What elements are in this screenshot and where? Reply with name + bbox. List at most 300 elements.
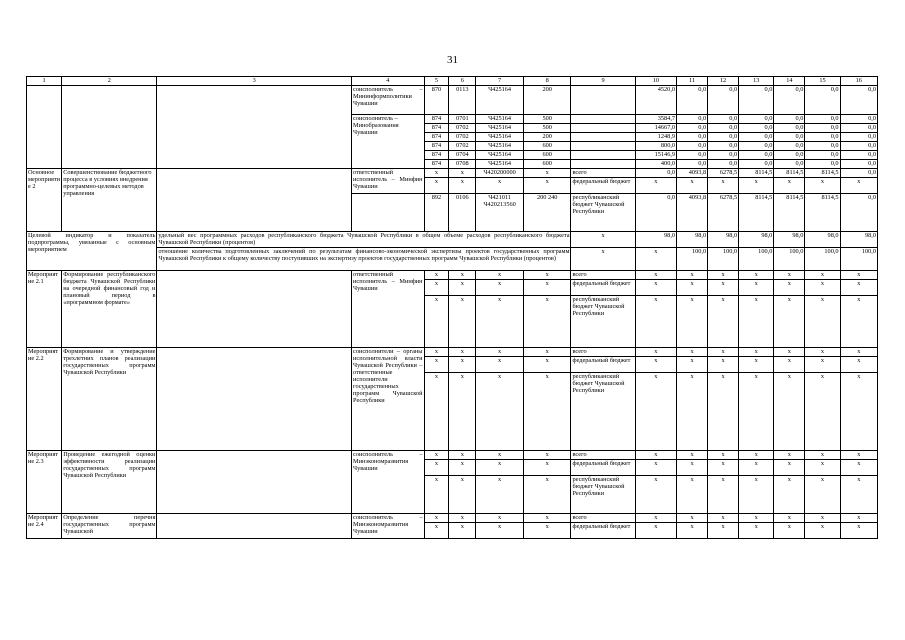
mark-cell: x — [476, 280, 524, 296]
value-cell: 0,0 — [805, 160, 840, 169]
mark-cell: x — [424, 514, 449, 523]
value-cell: 98,0 — [635, 232, 676, 248]
mark-cell: x — [476, 523, 524, 539]
value-cell: 0,0 — [708, 160, 739, 169]
value-cell: 0,0 — [677, 124, 708, 133]
rzpr-cell: 0702 — [449, 124, 476, 133]
mark-cell: x — [635, 460, 676, 476]
value-cell: 98,0 — [774, 232, 805, 248]
value-cell: 100,0 — [840, 248, 877, 271]
value-cell: x — [708, 178, 739, 194]
value-cell: 0,0 — [774, 160, 805, 169]
value-cell: 0,0 — [677, 142, 708, 151]
executor-cell: ответственный исполнитель – Минфин Чувашии — [352, 271, 424, 348]
value-cell: 0,0 — [708, 86, 739, 115]
mark-cell: x — [805, 280, 840, 296]
value-cell: 100,0 — [774, 248, 805, 271]
empty-cell — [157, 348, 352, 451]
executor-cell: ответственный исполнитель – Минфин Чувашии — [352, 169, 424, 194]
mark-cell: x — [774, 460, 805, 476]
value-cell: 8114,5 — [774, 169, 805, 178]
mark-cell: x — [677, 460, 708, 476]
csr-cell: Ч425164 — [476, 160, 524, 169]
vr-cell: 500 — [523, 115, 571, 124]
mark-cell: x — [840, 523, 877, 539]
executor-cell: соисполнитель – Минэкономразвития Чувашии — [352, 514, 424, 539]
program-table — [26, 76, 878, 539]
mark-cell: x — [449, 348, 476, 357]
mark-cell: x — [840, 296, 877, 348]
source-cell: всего — [571, 348, 635, 357]
mark-cell: x — [424, 280, 449, 296]
executor-cell: соисполнитель – Мининформполитики Чувашии — [352, 86, 424, 115]
mark-cell: x — [635, 280, 676, 296]
mark-cell: x — [774, 451, 805, 460]
mark-cell: x — [708, 357, 739, 373]
mark-cell: x — [805, 357, 840, 373]
value-cell: x — [677, 178, 708, 194]
mark-cell: x — [523, 514, 571, 523]
value-cell: x — [635, 248, 676, 271]
rzpr-cell: 0113 — [449, 86, 476, 115]
mark-cell: x — [449, 514, 476, 523]
value-cell: 0,0 — [805, 124, 840, 133]
mark-cell: x — [708, 348, 739, 357]
vr-cell: 200 240 — [523, 194, 571, 232]
mark-cell: x — [840, 373, 877, 451]
source-cell: всего — [571, 451, 635, 460]
page-number: 31 — [447, 54, 458, 66]
mark-cell: x — [708, 476, 739, 514]
header-cell: 16 — [840, 77, 877, 86]
indicator-text: отношение количества подготовленных заключений по результатам финансово-экономической экспертизы проектов государственных программ Чувашской Республики к общему количеству поступивших на экспертизу проектов государственных программ Чувашской Республики (процентов) — [157, 248, 571, 271]
value-cell: 8114,5 — [739, 169, 774, 178]
vr-cell: x — [523, 169, 571, 178]
mark-cell: x — [805, 523, 840, 539]
source-cell: всего — [571, 271, 635, 280]
empty-cell — [157, 271, 352, 348]
mark-cell: x — [708, 451, 739, 460]
value-cell: 0,0 — [635, 169, 676, 178]
measure-name: Совершенствование бюджетного процесса в условиях внедрения программно-целевых методов управления — [62, 169, 157, 232]
value-cell: 3584,7 — [635, 115, 676, 124]
mark-cell: x — [840, 348, 877, 357]
value-cell: 0,0 — [739, 115, 774, 124]
grbs-cell: 874 — [424, 124, 449, 133]
value-cell: 0,0 — [708, 151, 739, 160]
empty-cell — [352, 194, 424, 232]
grbs-cell: x — [424, 178, 449, 194]
mark-cell: x — [476, 357, 524, 373]
header-cell: 10 — [635, 77, 676, 86]
header-cell: 6 — [449, 77, 476, 86]
mark-cell: x — [739, 280, 774, 296]
executor-cell: соисполнитель – Минэкономразвития Чувашии — [352, 451, 424, 514]
mark-cell: x — [805, 514, 840, 523]
header-cell: 8 — [523, 77, 571, 86]
value-cell: 0,0 — [677, 133, 708, 142]
mark-cell: x — [449, 280, 476, 296]
mark-cell: x — [840, 514, 877, 523]
value-cell: 0,0 — [708, 142, 739, 151]
mark-cell: x — [523, 280, 571, 296]
mark-cell: x — [635, 373, 676, 451]
mark-cell: x — [840, 280, 877, 296]
mark-cell: x — [449, 460, 476, 476]
source-cell — [571, 133, 635, 142]
empty-cell — [27, 86, 62, 169]
value-cell: 100,0 — [805, 248, 840, 271]
mark-cell: x — [635, 523, 676, 539]
value-cell: 0,0 — [739, 133, 774, 142]
mark-cell: x — [708, 280, 739, 296]
table-row — [27, 86, 878, 115]
indicator-text: удельный вес программных расходов республиканского бюджета Чувашской Республики в общем объеме расходов республиканского бюджета Чувашской Республики (процентов) — [158, 232, 570, 246]
mark-cell: x — [708, 271, 739, 280]
empty-cell — [157, 451, 352, 514]
value-cell: 4520,0 — [635, 86, 676, 115]
table-row — [27, 271, 878, 280]
mark-cell: x — [805, 271, 840, 280]
measure-label: Мероприятие 2.4 — [27, 514, 62, 539]
mark-cell: x — [677, 357, 708, 373]
mark-cell: x — [739, 271, 774, 280]
value-cell: 0,0 — [677, 115, 708, 124]
mark-cell: x — [449, 523, 476, 539]
mark-cell: x — [476, 373, 524, 451]
measure-name: Проведение ежегодной оценки эффективности реализации государственных программ Чувашской Республики — [62, 451, 157, 514]
measure-label: Мероприятие 2.1 — [27, 271, 62, 348]
mark-cell: x — [635, 451, 676, 460]
value-cell: x — [571, 232, 635, 248]
mark-cell: x — [476, 460, 524, 476]
source-cell — [571, 142, 635, 151]
vr-cell: 600 — [523, 151, 571, 160]
mark-cell: x — [476, 514, 524, 523]
vr-cell: 500 — [523, 124, 571, 133]
mark-cell: x — [476, 271, 524, 280]
value-cell: 0,0 — [635, 194, 676, 232]
mark-cell: x — [424, 523, 449, 539]
value-cell: x — [840, 178, 877, 194]
value-cell: 0,0 — [840, 194, 877, 232]
empty-cell — [157, 169, 352, 232]
mark-cell: x — [739, 451, 774, 460]
header-row — [27, 77, 878, 86]
mark-cell: x — [424, 357, 449, 373]
value-cell: 8114,5 — [805, 169, 840, 178]
mark-cell: x — [739, 357, 774, 373]
value-cell: 98,0 — [677, 232, 708, 248]
value-cell: 0,0 — [739, 86, 774, 115]
mark-cell: x — [476, 348, 524, 357]
value-cell: 98,0 — [805, 232, 840, 248]
rzpr-cell: 0702 — [449, 133, 476, 142]
mark-cell: x — [840, 460, 877, 476]
value-cell: 0,0 — [840, 169, 877, 178]
mark-cell: x — [635, 271, 676, 280]
mark-cell: x — [635, 476, 676, 514]
value-cell: 0,0 — [708, 124, 739, 133]
csr-cell: Ч425164 — [476, 86, 524, 115]
source-cell: республиканский бюджет Чувашской Республики — [571, 194, 635, 232]
mark-cell: x — [424, 348, 449, 357]
indicator-label: Целевой индикатор и показатель подпрограммы, увязанные с основным мероприятием — [27, 232, 157, 271]
mark-cell: x — [840, 476, 877, 514]
value-cell: 800,0 — [635, 142, 676, 151]
value-cell: 0,0 — [774, 124, 805, 133]
value-cell: 4093,8 — [677, 169, 708, 178]
value-cell: 0,0 — [677, 151, 708, 160]
grbs-cell: 892 — [424, 194, 449, 232]
mark-cell: x — [424, 271, 449, 280]
mark-cell: x — [805, 296, 840, 348]
mark-cell: x — [805, 451, 840, 460]
value-cell: 98,0 — [708, 232, 739, 248]
source-cell: федеральный бюджет — [571, 178, 635, 194]
source-cell: республиканский бюджет Чувашской Республики — [571, 476, 635, 514]
mark-cell: x — [739, 460, 774, 476]
value-cell: 0,0 — [774, 142, 805, 151]
vr-cell: 200 — [523, 133, 571, 142]
empty-cell — [62, 86, 157, 169]
value-cell: 0,0 — [840, 142, 877, 151]
mark-cell: x — [476, 451, 524, 460]
mark-cell: x — [739, 523, 774, 539]
value-cell: 0,0 — [677, 86, 708, 115]
value-cell: 400,0 — [635, 160, 676, 169]
mark-cell: x — [708, 514, 739, 523]
table-row — [27, 514, 878, 523]
mark-cell: x — [677, 296, 708, 348]
source-cell — [571, 151, 635, 160]
csr-cell: Ч420200000 — [476, 169, 524, 178]
value-cell: 0,0 — [840, 160, 877, 169]
mark-cell: x — [774, 271, 805, 280]
mark-cell: x — [774, 348, 805, 357]
measure-label: Мероприятие 2.3 — [27, 451, 62, 514]
csr-cell: Ч425164 — [476, 151, 524, 160]
source-cell — [571, 124, 635, 133]
executor-cell: соисполнители – органы исполнительной власти Чувашской Республики – ответственные исполнители государственных программ Чувашской Республики — [352, 348, 424, 451]
mark-cell: x — [840, 357, 877, 373]
value-cell: 4093,8 — [677, 194, 708, 232]
mark-cell: x — [739, 296, 774, 348]
mark-cell: x — [677, 451, 708, 460]
mark-cell: x — [774, 357, 805, 373]
mark-cell: x — [424, 296, 449, 348]
value-cell: 0,0 — [774, 86, 805, 115]
value-cell: 14667,0 — [635, 124, 676, 133]
header-cell: 12 — [708, 77, 739, 86]
mark-cell: x — [449, 296, 476, 348]
value-cell: 0,0 — [805, 151, 840, 160]
source-cell: федеральный бюджет — [571, 357, 635, 373]
mark-cell: x — [677, 271, 708, 280]
mark-cell: x — [805, 476, 840, 514]
mark-cell: x — [635, 296, 676, 348]
value-cell: 0,0 — [708, 133, 739, 142]
mark-cell: x — [840, 451, 877, 460]
executor-cell: соисполнитель – Минобразования Чувашии — [352, 115, 424, 169]
header-cell: 14 — [774, 77, 805, 86]
mark-cell: x — [635, 357, 676, 373]
value-cell: 0,0 — [739, 124, 774, 133]
mark-cell: x — [523, 523, 571, 539]
csr-cell: Ч425164 — [476, 115, 524, 124]
value-cell: x — [635, 178, 676, 194]
mark-cell: x — [677, 280, 708, 296]
mark-cell: x — [774, 476, 805, 514]
header-cell: 4 — [352, 77, 424, 86]
mark-cell: x — [424, 476, 449, 514]
mark-cell: x — [677, 523, 708, 539]
mark-cell: x — [523, 348, 571, 357]
csr-cell: Ч425164 — [476, 133, 524, 142]
mark-cell: x — [805, 460, 840, 476]
value-cell: 0,0 — [739, 151, 774, 160]
value-cell: 0,0 — [805, 115, 840, 124]
source-cell — [571, 115, 635, 124]
value-cell: 1248,9 — [635, 133, 676, 142]
csr-cell: Ч425164 — [476, 142, 524, 151]
mark-cell: x — [739, 514, 774, 523]
mark-cell: x — [774, 373, 805, 451]
source-cell: всего — [571, 514, 635, 523]
rzpr-cell: 0704 — [449, 151, 476, 160]
table-row — [27, 451, 878, 460]
mark-cell: x — [774, 514, 805, 523]
mark-cell: x — [708, 296, 739, 348]
table-row — [27, 169, 878, 178]
mark-cell: x — [805, 373, 840, 451]
value-cell: 0,0 — [739, 142, 774, 151]
value-cell: 6278,5 — [708, 169, 739, 178]
mark-cell: x — [424, 460, 449, 476]
value-cell: 0,0 — [840, 151, 877, 160]
grbs-cell: 870 — [424, 86, 449, 115]
rzpr-cell: 0701 — [449, 115, 476, 124]
mark-cell: x — [708, 523, 739, 539]
rzpr-cell: 0702 — [449, 142, 476, 151]
rzpr-cell: 0708 — [449, 160, 476, 169]
mark-cell: x — [774, 296, 805, 348]
header-cell: 2 — [62, 77, 157, 86]
mark-cell: x — [523, 373, 571, 451]
mark-cell: x — [739, 348, 774, 357]
vr-cell: x — [523, 178, 571, 194]
value-cell: 0,0 — [805, 133, 840, 142]
header-cell: 15 — [805, 77, 840, 86]
csr-cell: Ч425164 — [476, 124, 524, 133]
grbs-cell: 874 — [424, 142, 449, 151]
mark-cell: x — [805, 348, 840, 357]
value-cell: 0,0 — [774, 133, 805, 142]
header-cell: 11 — [677, 77, 708, 86]
value-cell: 0,0 — [677, 160, 708, 169]
mark-cell: x — [523, 460, 571, 476]
mark-cell: x — [523, 271, 571, 280]
rzpr-cell: x — [449, 178, 476, 194]
value-cell: 6278,5 — [708, 194, 739, 232]
source-cell — [571, 86, 635, 115]
measure-name: Определение перечня государственных программ Чувашской — [62, 514, 157, 539]
value-cell: 0,0 — [840, 124, 877, 133]
header-cell: 1 — [27, 77, 62, 86]
csr-cell: Ч421011 Ч420213560 — [476, 194, 524, 232]
vr-cell: 600 — [523, 160, 571, 169]
value-cell: 98,0 — [840, 232, 877, 248]
mark-cell: x — [635, 348, 676, 357]
mark-cell: x — [449, 476, 476, 514]
mark-cell: x — [739, 373, 774, 451]
value-cell: 0,0 — [840, 86, 877, 115]
value-cell: x — [571, 248, 635, 271]
value-cell: 100,0 — [677, 248, 708, 271]
value-cell: 0,0 — [774, 151, 805, 160]
measure-label: Мероприятие 2.2 — [27, 348, 62, 451]
value-cell: x — [739, 178, 774, 194]
mark-cell: x — [774, 523, 805, 539]
csr-cell: x — [476, 178, 524, 194]
mark-cell: x — [677, 348, 708, 357]
header-cell: 9 — [571, 77, 635, 86]
source-cell: федеральный бюджет — [571, 460, 635, 476]
mark-cell: x — [774, 280, 805, 296]
grbs-cell: x — [424, 169, 449, 178]
value-cell: x — [805, 178, 840, 194]
mark-cell: x — [449, 357, 476, 373]
grbs-cell: 874 — [424, 133, 449, 142]
value-cell: 8114,5 — [805, 194, 840, 232]
rzpr-cell: 0106 — [449, 194, 476, 232]
value-cell: x — [774, 178, 805, 194]
grbs-cell: 874 — [424, 160, 449, 169]
measure-name: Формирование республиканского бюджета Чувашской Республики на очередной финансовый год и плановый период в «программном формате» — [62, 271, 157, 348]
mark-cell: x — [677, 514, 708, 523]
source-cell: республиканский бюджет Чувашской Республики — [571, 296, 635, 348]
measure-name: Формирование и утверждение трехлетних планов реализации государственных программ Чувашской Республики — [62, 348, 157, 451]
mark-cell: x — [739, 476, 774, 514]
header-cell: 13 — [739, 77, 774, 86]
value-cell: 98,0 — [739, 232, 774, 248]
mark-cell: x — [523, 451, 571, 460]
value-cell: 8114,5 — [739, 194, 774, 232]
mark-cell: x — [476, 296, 524, 348]
mark-cell: x — [523, 357, 571, 373]
value-cell: 0,0 — [774, 115, 805, 124]
empty-cell — [157, 86, 352, 169]
value-cell: 0,0 — [805, 142, 840, 151]
mark-cell: x — [449, 451, 476, 460]
rzpr-cell: x — [449, 169, 476, 178]
table-row — [27, 348, 878, 357]
value-cell: 100,0 — [708, 248, 739, 271]
source-cell: всего — [571, 169, 635, 178]
source-cell: республиканский бюджет Чувашской Республики — [571, 373, 635, 451]
mark-cell: x — [635, 514, 676, 523]
mark-cell: x — [476, 476, 524, 514]
grbs-cell: 874 — [424, 151, 449, 160]
mark-cell: x — [424, 451, 449, 460]
mark-cell: x — [523, 296, 571, 348]
mark-cell: x — [449, 373, 476, 451]
header-cell: 3 — [157, 77, 352, 86]
mark-cell: x — [708, 460, 739, 476]
source-cell: федеральный бюджет — [571, 523, 635, 539]
value-cell: 0,0 — [708, 115, 739, 124]
value-cell: 15146,9 — [635, 151, 676, 160]
